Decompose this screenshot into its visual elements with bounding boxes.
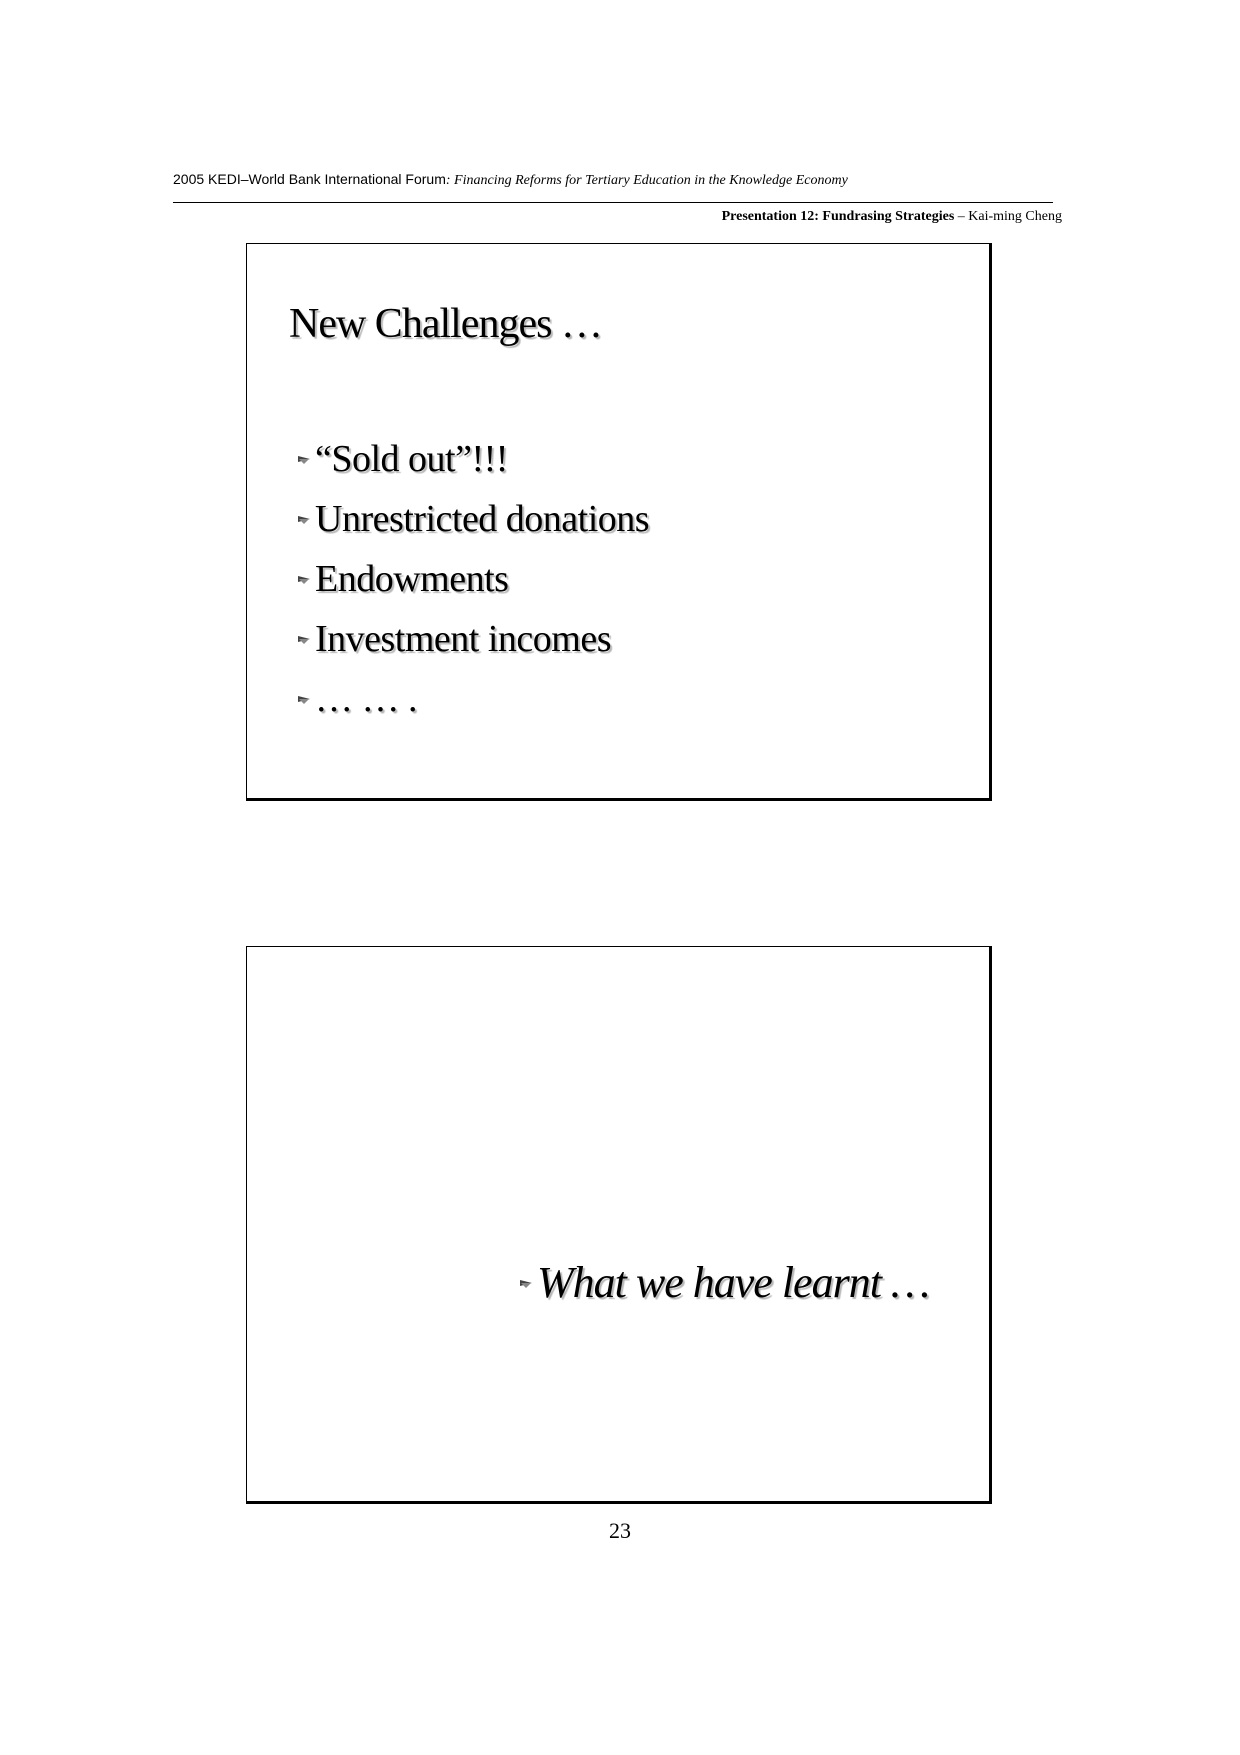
bullet-text: … … . — [315, 678, 417, 720]
bullet-list — [295, 429, 649, 729]
header-divider — [173, 202, 1053, 203]
bullet-item — [295, 429, 649, 489]
page-number: 23 — [609, 1518, 631, 1543]
slide-text: What we have learnt … — [537, 1258, 930, 1307]
author-name: Kai-ming Cheng — [968, 209, 1062, 224]
arrow-bullet-icon — [295, 510, 313, 528]
arrow-bullet-icon — [295, 690, 313, 708]
bullet-text: Unrestricted donations — [315, 498, 650, 540]
presentation-label: Presentation 12: Fundrasing Strategies — [721, 209, 955, 224]
arrow-bullet-icon — [517, 1274, 535, 1292]
slide-title: New Challenges … — [289, 301, 602, 347]
bullet-item — [295, 669, 649, 729]
bullet-text: Investment incomes — [315, 618, 611, 660]
slide-text-line — [517, 1257, 929, 1308]
arrow-bullet-icon — [295, 450, 313, 468]
bullet-text: Endowments — [315, 558, 509, 600]
forum-name: 2005 KEDI–World Bank International Forum — [173, 171, 446, 187]
arrow-bullet-icon — [295, 570, 313, 588]
running-header-presentation — [722, 209, 1062, 225]
bullet-item — [295, 609, 649, 669]
slide-what-we-have-learnt — [246, 946, 992, 1504]
slide-new-challenges — [246, 243, 992, 801]
arrow-bullet-icon — [295, 630, 313, 648]
author-separator: – — [954, 209, 969, 224]
bullet-text: “Sold out”!!! — [315, 438, 508, 480]
bullet-item — [295, 549, 649, 609]
running-header-forum — [173, 171, 848, 189]
forum-subtitle: : Financing Reforms for Tertiary Education in the Knowledge Economy — [445, 173, 848, 188]
bullet-item — [295, 489, 649, 549]
